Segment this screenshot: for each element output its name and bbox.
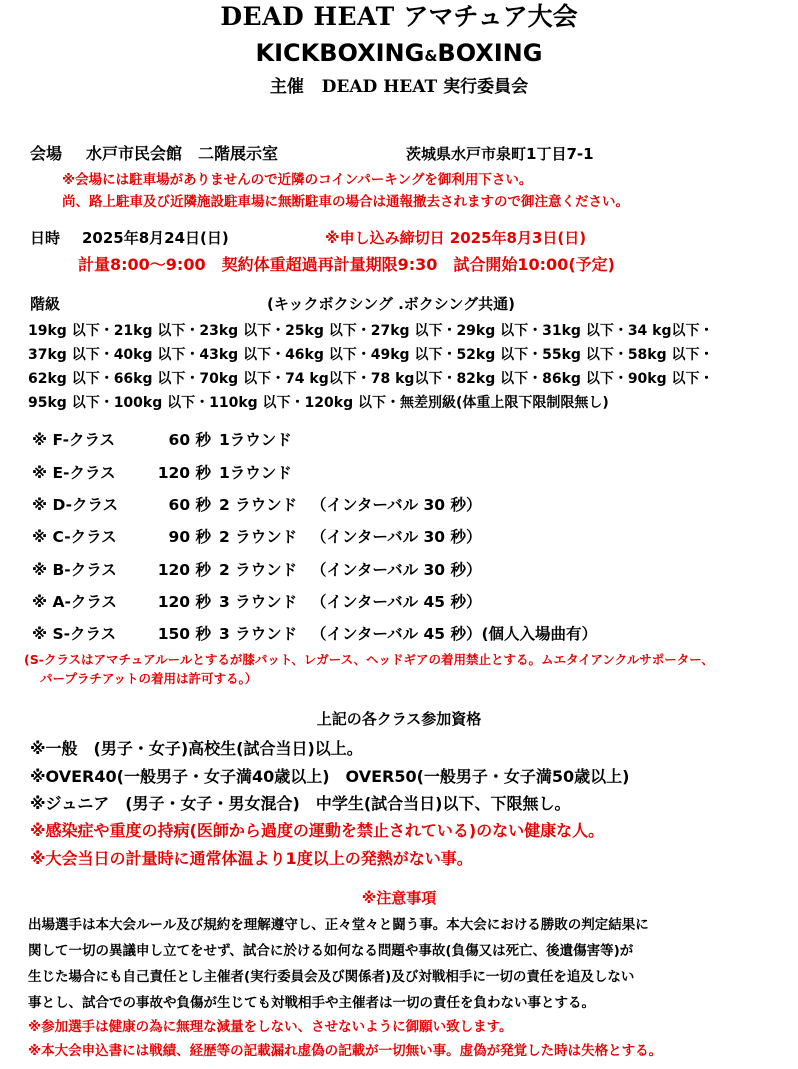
class-rounds: 2 ラウンド: [219, 496, 298, 514]
class-time: 60 秒: [168, 496, 211, 514]
class-extra: （インターバル 30 秒）: [311, 496, 482, 514]
weight-class-line: 62kg 以下・66kg 以下・70kg 以下・74 kg以下・78 kg以下・82kg 以下・86kg 以下・90kg 以下・: [28, 371, 714, 387]
weight-loss-warning: ※参加選手は健康の為に無理な減量をしない、させないように御願い致します。: [28, 1019, 513, 1035]
class-rounds: 3 ラウンド: [219, 625, 298, 643]
eligibility-over: ※OVER40(一般男子・女子満40歳以上) OVER50(一般男子・女子満50歳以上): [30, 767, 630, 786]
subtitle-kickboxing: KICKBOXING: [255, 39, 425, 67]
class-row-d: [32, 498, 481, 514]
parking-note: ※会場には駐車場がありませんので近隣のコインパーキングを御利用下さい。: [62, 172, 533, 188]
class-row-f: [32, 433, 311, 449]
subtitle-boxing: BOXING: [437, 39, 543, 67]
class-rounds: 2 ラウンド: [219, 561, 298, 579]
class-name: ※ F-クラス: [32, 431, 116, 449]
class-row-c: [32, 530, 481, 546]
notice-line: 生じた場合にも自己責任とし主催者(実行委員会及び関係者)及び対戦相手に一切の責任を追及しない: [28, 969, 635, 985]
application-warning: ※本大会申込書には戦績、経歴等の記載漏れ虚偽の記載が一切無い事。虚偽が発覚した時は失格とする。: [28, 1043, 663, 1059]
class-time: 120 秒: [157, 561, 211, 579]
weight-class-label: 階級: [30, 295, 61, 313]
eligibility-junior: ※ジュニア (男子・女子・男女混合) 中学生(試合当日)以下、下限無し。: [30, 794, 571, 813]
class-extra: （インターバル 45 秒）: [311, 593, 482, 611]
event-date: 2025年8月24日(日): [82, 229, 229, 247]
weight-class-note: (キックボクシング .ボクシング共通): [267, 295, 515, 313]
parking-warning: 尚、路上駐車及び近隣施設駐車場に無断駐車の場合は通報撤去されますので御注意ください。: [62, 194, 629, 210]
s-class-note-cont: パープラチアットの着用は許可する。）: [40, 671, 258, 686]
organizer: [0, 79, 798, 96]
venue-label: 会場: [30, 144, 63, 163]
class-time: 120 秒: [157, 593, 211, 611]
notice-heading: ※注意事項: [361, 889, 437, 907]
class-row-a: [32, 595, 481, 611]
event-title-en: DEAD HEAT: [220, 2, 395, 31]
event-title-jp: アマチュア大会: [403, 2, 578, 31]
eligibility-general: ※一般 (男子・女子)高校生(試合当日)以上。: [30, 739, 363, 758]
class-extra: （インターバル 30 秒）: [311, 528, 482, 546]
class-row-b: [32, 563, 481, 579]
notice-line: 事とし、試合での事故や負傷が生じても対戦相手や主催者は一切の責任を負わない事とする。: [28, 995, 595, 1011]
class-extra: （インターバル 45 秒）(個人入場曲有）: [311, 625, 598, 643]
class-time: 60 秒: [168, 431, 211, 449]
event-title: [0, 4, 798, 29]
date-label: 日時: [30, 229, 61, 247]
weight-class-line: 37kg 以下・40kg 以下・43kg 以下・46kg 以下・49kg 以下・52kg 以下・55kg 以下・58kg 以下・: [28, 347, 714, 363]
class-rounds: 2 ラウンド: [219, 528, 298, 546]
class-time: 120 秒: [157, 464, 211, 482]
class-rounds: 1ラウンド: [219, 431, 292, 449]
class-name: ※ B-クラス: [32, 561, 117, 579]
class-name: ※ A-クラス: [32, 593, 117, 611]
health-requirement: ※感染症や重度の持病(医師から過度の運動を禁止されている)のない健康な人。: [30, 821, 605, 840]
class-extra: （インターバル 30 秒）: [311, 561, 482, 579]
deadline: ※申し込み締切日 2025年8月3日(日): [325, 229, 587, 247]
notice-line: 関して一切の異議申し立てをせず、試合に於ける如何なる問題や事故(負傷又は死亡、後遺傷害等)が: [28, 943, 634, 959]
class-name: ※ S-クラス: [32, 625, 117, 643]
organizer-en: DEAD HEAT: [321, 77, 438, 97]
class-row-s: [32, 627, 597, 643]
weight-class-line: 19kg 以下・21kg 以下・23kg 以下・25kg 以下・27kg 以下・29kg 以下・31kg 以下・34 kg以下・: [28, 323, 714, 339]
class-row-e: [32, 466, 311, 482]
organizer-jp: 実行委員会: [443, 77, 529, 97]
weight-class-line: 95kg 以下・100kg 以下・110kg 以下・120kg 以下・無差別級(体重上限下限制限無し): [28, 395, 609, 411]
event-subtitle: [0, 41, 798, 65]
class-name: ※ D-クラス: [32, 496, 119, 514]
class-rounds: 3 ラウンド: [219, 593, 298, 611]
class-time: 90 秒: [168, 528, 211, 546]
class-name: ※ E-クラス: [32, 464, 116, 482]
class-rounds: 1ラウンド: [219, 464, 292, 482]
class-time: 150 秒: [157, 625, 211, 643]
schedule-times: 計量8:00～9:00 契約体重超過再計量期限9:30 試合開始10:00(予定): [78, 255, 615, 274]
venue-name: 水戸市民会館 二階展示室: [86, 144, 279, 163]
venue-address: 茨城県水戸市泉町1丁目7-1: [406, 145, 594, 163]
class-name: ※ C-クラス: [32, 528, 117, 546]
temperature-requirement: ※大会当日の計量時に通常体温より1度以上の発熱がない事。: [30, 849, 473, 868]
notice-line: 出場選手は本大会ルール及び規約を理解遵守し、正々堂々と闘う事。本大会における勝敗の判定結果に: [28, 917, 649, 933]
eligibility-heading: 上記の各クラス参加資格: [316, 710, 482, 728]
s-class-note: (S-クラスはアマチュアルールとするが膝パット、レガース、ヘッドギアの着用禁止とする。ムエタイアンクルサポーター、: [24, 652, 714, 667]
organizer-label: 主催: [269, 77, 304, 97]
subtitle-ampersand: &: [424, 47, 438, 65]
